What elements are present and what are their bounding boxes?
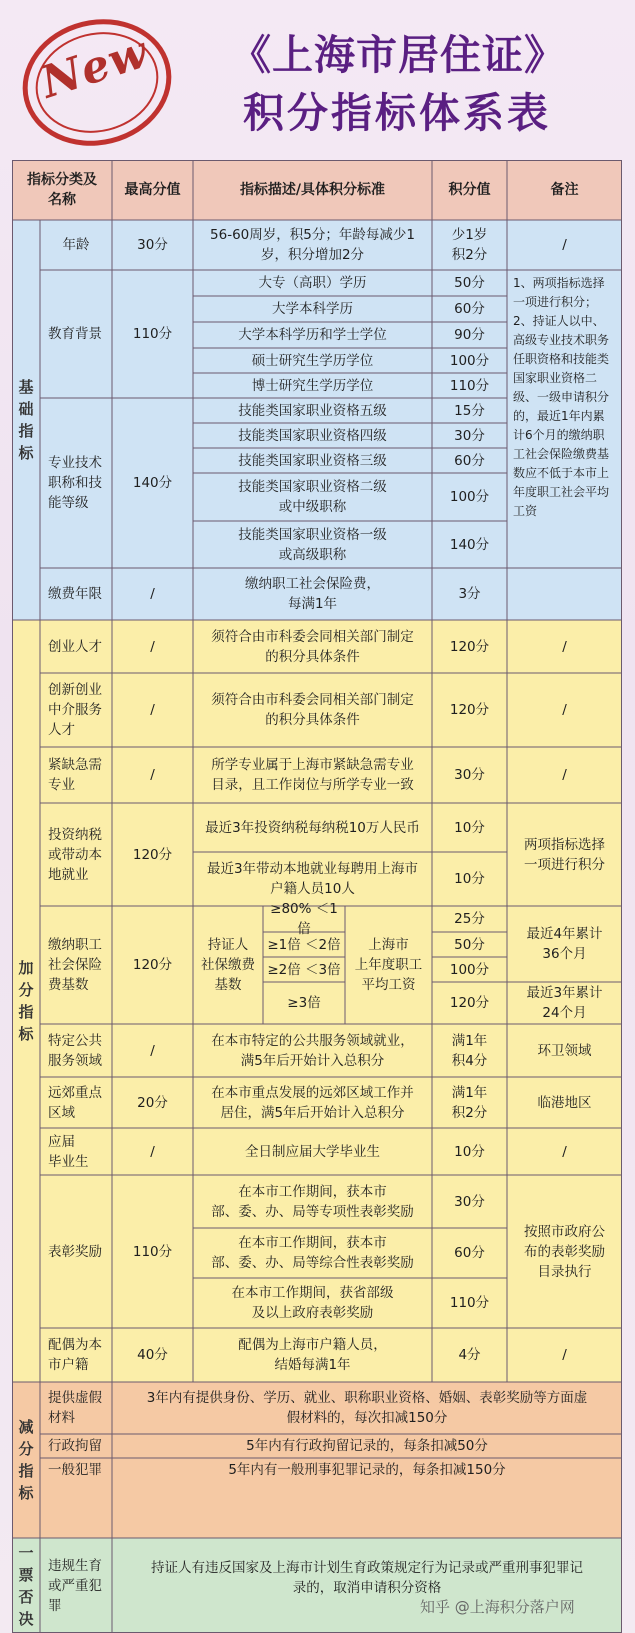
ss-ratio: ≥80% ＜1倍 <box>270 901 338 937</box>
edu-desc: 大学本科学历和学士学位 <box>238 327 387 343</box>
skill-points: 140分 <box>449 536 490 553</box>
ss-ratio: ≥1倍 ＜2倍 <box>267 936 341 953</box>
education-max: 110分 <box>132 326 173 342</box>
pay-years-desc: 缴纳职工社会保险费， 每满1年 <box>245 576 380 612</box>
award-points: 60分 <box>454 1245 485 1261</box>
ss-ratio: ≥3倍 <box>287 995 321 1011</box>
row-name-veto: 违规生育 或严重犯 罪 <box>48 1557 102 1614</box>
row-name-public-service: 特定公共 服务领域 <box>48 1032 102 1069</box>
investment-desc: 最近3年投资纳税每纳税10万人民币 <box>205 819 420 836</box>
edu-desc: 硕士研究生学历学位 <box>251 352 374 369</box>
shortage-max: / <box>150 767 155 783</box>
innovation-note: / <box>562 702 567 718</box>
edu-desc: 博士研究生学历学位 <box>251 377 374 394</box>
award-points: 110分 <box>449 1295 490 1311</box>
veto-desc: 持证人有违反国家及上海市计划生育政策规定行为记录或严重刑事犯罪记 录的，取消申请积分资格 <box>151 1560 583 1596</box>
graduate-note: / <box>562 1143 567 1160</box>
innovation-max: / <box>150 702 155 718</box>
row-name-shortage: 紧缺急需 专业 <box>48 757 102 793</box>
row-name-education: 教育背景 <box>48 326 102 342</box>
title-line-2: 积分指标体系表 <box>243 89 551 137</box>
skills-max: 140分 <box>132 475 173 491</box>
age-note: / <box>562 237 567 253</box>
investment-note: 两项指标选择 一项进行积分 <box>524 836 605 873</box>
row-name-spouse: 配偶为本 市户籍 <box>48 1337 102 1373</box>
row-name-age: 年龄 <box>62 237 90 253</box>
edu-points: 90分 <box>454 327 485 343</box>
row-name-investment: 投资纳税 或带动本 地就业 <box>48 826 102 883</box>
graduate-max: / <box>150 1143 155 1160</box>
row-name-social-security: 缴纳职工 社会保险 费基数 <box>48 937 102 993</box>
edu-skill-note: 1、两项指标选择一项进行积分；2、持证人以中、高级专业技术职务任职资格和技能类国家职业资格二级、一级申请积分的，最近1年内累计6个月的缴纳职工社会保险缴费基数应不低于本市上年度职工社会平均工资 <box>513 276 610 518</box>
row-name-awards: 表彰奖励 <box>48 1243 102 1260</box>
investment-points: 10分 <box>454 871 485 887</box>
social-security-note-1: 最近4年累计 36个月 <box>526 926 603 962</box>
skill-desc: 技能类国家职业资格四级 <box>238 427 387 444</box>
entrepreneur-desc: 须符合由市科委会同相关部门制定 的积分具体条件 <box>211 628 414 665</box>
social-security-note-2: 最近3年累计 24个月 <box>526 985 603 1021</box>
age-max: 30分 <box>137 237 168 253</box>
edu-points: 110分 <box>449 377 490 394</box>
skill-points: 30分 <box>454 427 485 444</box>
skill-points: 100分 <box>449 489 490 505</box>
awards-max: 110分 <box>132 1243 173 1260</box>
detention-desc: 5年内有行政拘留记录的，每条扣减50分 <box>246 1438 488 1454</box>
row-name-pay-years: 缴费年限 <box>48 586 102 602</box>
shortage-points: 30分 <box>454 767 485 783</box>
skill-desc: 技能类国家职业资格二级 或中级职称 <box>238 479 387 515</box>
edu-points: 60分 <box>454 301 485 317</box>
section-minus: 减 分 指 标 <box>18 1418 34 1502</box>
title-line-1: 《上海市居住证》 <box>230 31 566 79</box>
header-max-score: 最高分值 <box>124 182 181 198</box>
age-desc: 56-60周岁，积5分；年龄每减少1 岁，积分增加2分 <box>210 227 415 263</box>
social-security-base: 持证人 社保缴费 基数 <box>201 937 255 993</box>
row-name-suburban: 远郊重点 区域 <box>48 1084 102 1121</box>
skill-points: 60分 <box>454 452 485 469</box>
header-remarks: 备注 <box>550 182 579 198</box>
awards-note: 按照市政府公 布的表彰奖励 目录执行 <box>524 1223 605 1280</box>
investment-max: 120分 <box>132 846 173 863</box>
social-security-average-wage: 上海市 上年度职工 平均工资 <box>354 937 423 993</box>
award-points: 30分 <box>454 1193 485 1210</box>
section-plus: 加 分 指 标 <box>18 959 34 1043</box>
section-veto: 一 票 否 决 <box>18 1543 34 1628</box>
edu-desc: 大学本科学历 <box>272 301 353 317</box>
edu-points: 50分 <box>454 275 485 291</box>
crime-desc: 5年内有一般刑事犯罪记录的，每条扣减150分 <box>228 1462 506 1478</box>
row-name-crime: 一般犯罪 <box>48 1462 102 1478</box>
innovation-desc: 须符合由市科委会同相关部门制定 的积分具体条件 <box>211 692 414 728</box>
ss-points: 50分 <box>454 936 485 953</box>
pay-years-points: 3分 <box>458 586 481 602</box>
header-points: 积分值 <box>448 182 491 198</box>
award-desc: 在本市工作期间，获本市 部、委、办、局等专项性表彰奖励 <box>211 1183 414 1220</box>
pay-years-max: / <box>150 586 155 602</box>
ss-points: 120分 <box>449 995 490 1011</box>
social-security-max: 120分 <box>132 957 173 973</box>
row-name-skills: 专业技术 职称和技 能等级 <box>48 455 102 511</box>
header-category: 指标分类及 名称 <box>27 172 97 208</box>
row-name-entrepreneur: 创业人才 <box>48 638 102 655</box>
ss-ratio: ≥2倍 ＜3倍 <box>267 961 341 978</box>
investment-desc: 最近3年带动本地就业每聘用上海市 户籍人员10人 <box>206 861 419 897</box>
suburban-note: 临港地区 <box>537 1094 592 1111</box>
public-service-points: 满1年 积4分 <box>451 1032 488 1069</box>
row-name-graduate: 应届 毕业生 <box>48 1133 89 1170</box>
investment-points: 10分 <box>454 819 485 836</box>
shortage-desc: 所学专业属于上海市紧缺急需专业 目录，且工作岗位与所学专业一致 <box>211 757 414 793</box>
suburban-max: 20分 <box>137 1094 168 1111</box>
suburban-desc: 在本市重点发展的远郊区域工作并 居住，满5年后开始计入总积分 <box>211 1084 414 1121</box>
graduate-points: 10分 <box>454 1143 485 1160</box>
row-name-innovation: 创新创业 中介服务 人才 <box>48 682 102 738</box>
innovation-points: 120分 <box>449 702 490 718</box>
false-materials-desc: 3年内有提供身份、学历、就业、职称职业资格、婚姻、表彰奖励等方面虚 假材料的，每次扣减150分 <box>146 1390 588 1426</box>
skill-points: 15分 <box>454 402 485 419</box>
edu-points: 100分 <box>449 352 490 369</box>
skill-desc: 技能类国家职业资格一级 或高级职称 <box>238 526 387 563</box>
award-desc: 在本市工作期间，获省部级 及以上政府表彰奖励 <box>231 1285 394 1321</box>
entrepreneur-note: / <box>562 638 567 655</box>
shortage-note: / <box>562 767 567 783</box>
skill-desc: 技能类国家职业资格五级 <box>238 402 387 419</box>
row-name-false-materials: 提供虚假 材料 <box>48 1390 102 1426</box>
public-service-max: / <box>150 1042 155 1059</box>
section-base: 基 础 指 标 <box>18 378 34 462</box>
header-description: 指标描述/具体积分标准 <box>239 182 386 198</box>
ss-points: 25分 <box>454 911 485 927</box>
graduate-desc: 全日制应届大学毕业生 <box>245 1143 380 1160</box>
edu-desc: 大专（高职）学历 <box>258 275 367 291</box>
skill-desc: 技能类国家职业资格三级 <box>238 452 387 469</box>
suburban-points: 满1年 积2分 <box>451 1084 488 1121</box>
age-points: 少1岁 积2分 <box>451 227 488 263</box>
entrepreneur-points: 120分 <box>449 638 490 655</box>
watermark: 知乎 @上海积分落户网 <box>420 1598 575 1616</box>
ss-points: 100分 <box>449 961 490 978</box>
public-service-desc: 在本市特定的公共服务领域就业， 满5年后开始计入总积分 <box>211 1032 414 1069</box>
row-name-detention: 行政拘留 <box>48 1438 102 1454</box>
spouse-max: 40分 <box>137 1347 168 1363</box>
public-service-note: 环卫领域 <box>537 1042 592 1059</box>
spouse-note: / <box>562 1347 567 1363</box>
entrepreneur-max: / <box>150 638 155 655</box>
spouse-points: 4分 <box>458 1347 481 1363</box>
award-desc: 在本市工作期间，获本市 部、委、办、局等综合性表彰奖励 <box>211 1235 414 1271</box>
spouse-desc: 配偶为上海市户籍人员， 结婚每满1年 <box>238 1337 387 1373</box>
new-badge-text: New <box>34 26 155 109</box>
